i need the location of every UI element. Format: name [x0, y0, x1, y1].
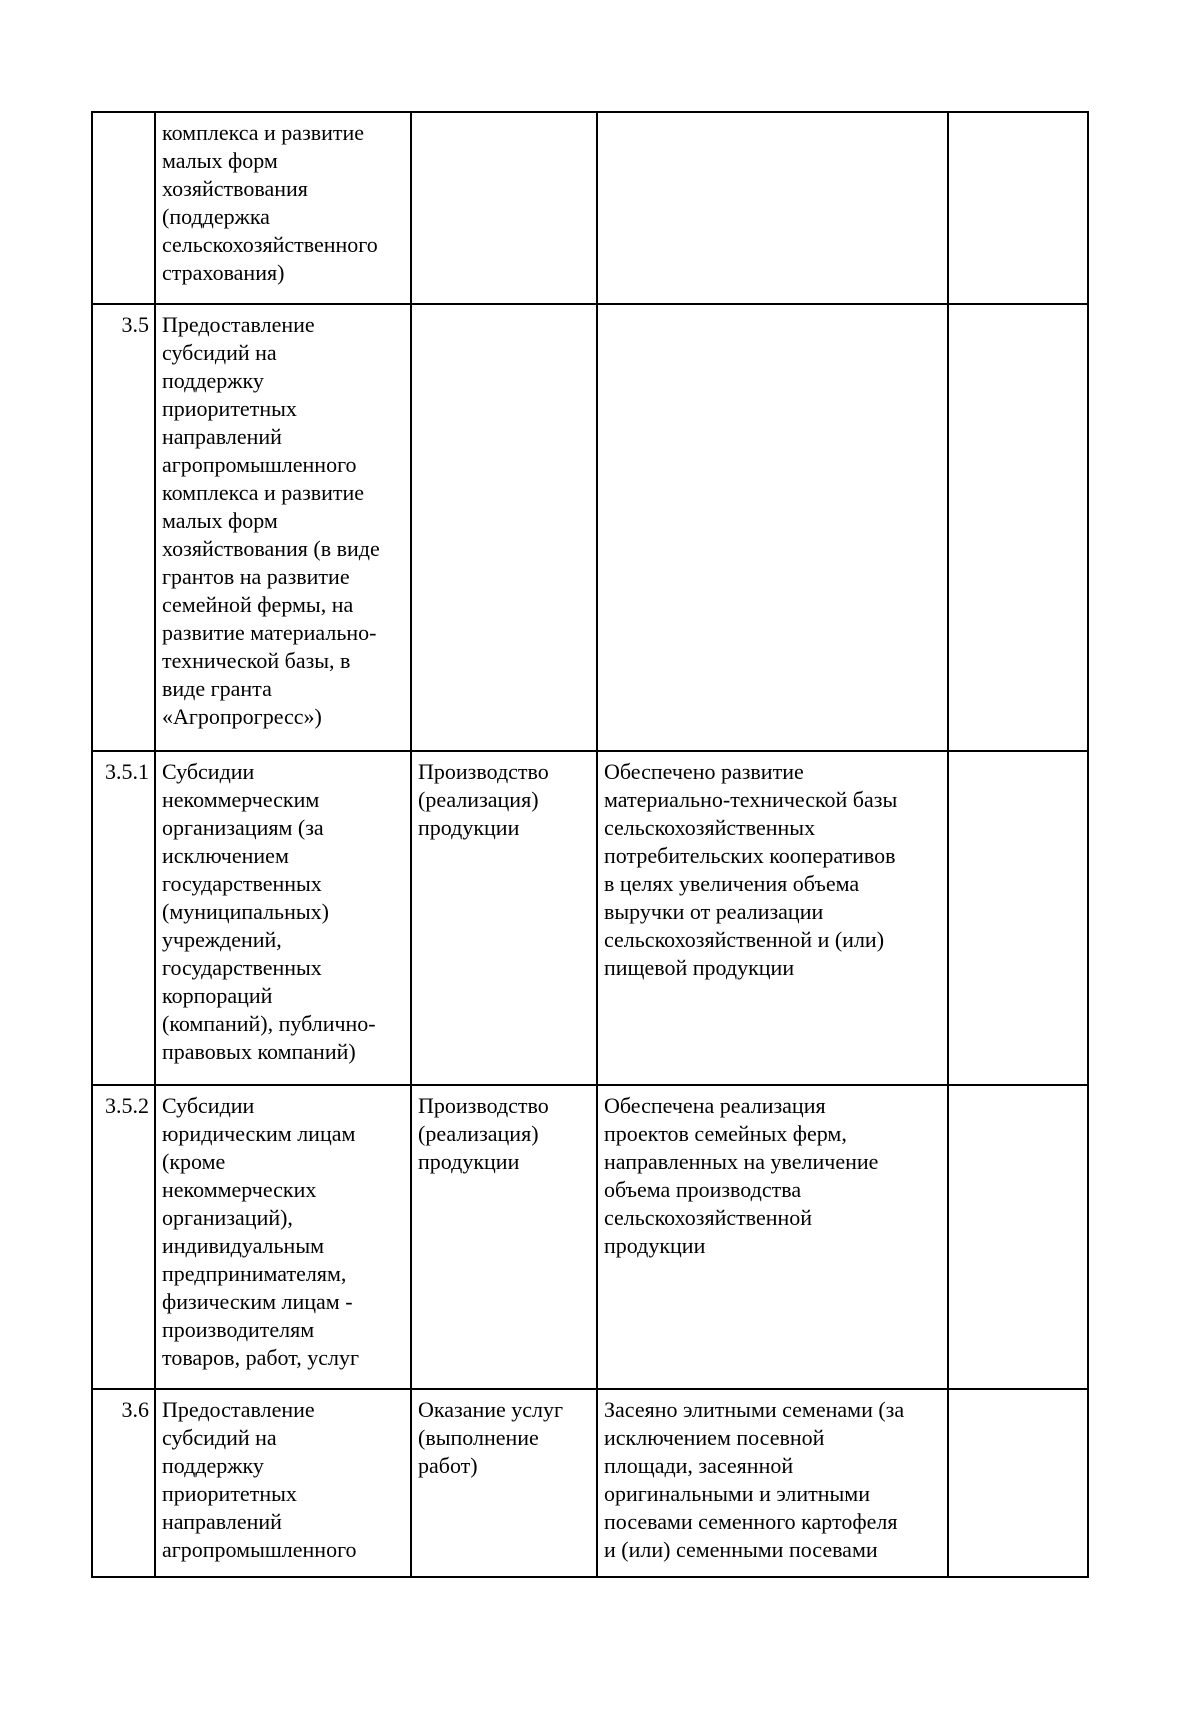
measure-type-cell: Оказание услуг (выполнение работ) [411, 1389, 597, 1577]
result-cell: Засеяно элитными семенами (за исключением посевной площади, засеянной оригинальными и элитными посевами семенного картофеля и (или) семенными посевами [597, 1389, 948, 1577]
measure-name-cell: Субсидии некоммерческим организациям (за исключением государственных (муниципальных) учреждений, государственных корпораций (компаний), публично- правовых компаний) [155, 751, 411, 1085]
result-cell: Обеспечено развитие материально-технической базы сельскохозяйственных потребительских кооперативов в целях увеличения объема выручки от реализации сельскохозяйственной и (или) пищевой продукции [597, 751, 948, 1085]
extra-cell [948, 1085, 1088, 1389]
extra-cell [948, 304, 1088, 751]
result-cell [597, 112, 948, 304]
row-number: 3.5.1 [92, 751, 155, 1085]
extra-cell [948, 112, 1088, 304]
measure-type-cell [411, 112, 597, 304]
measure-name-cell: комплекса и развитие малых форм хозяйствования (поддержка сельскохозяйственного страхования) [155, 112, 411, 304]
measure-type-cell [411, 304, 597, 751]
table-row [92, 112, 1088, 304]
extra-cell [948, 1389, 1088, 1577]
measure-name-cell: Предоставление субсидий на поддержку приоритетных направлений агропромышленного [155, 1389, 411, 1577]
row-number: 3.5.2 [92, 1085, 155, 1389]
row-number: 3.5 [92, 304, 155, 751]
row-number: 3.6 [92, 1389, 155, 1577]
table-row [92, 1389, 1088, 1577]
result-cell: Обеспечена реализация проектов семейных ферм, направленных на увеличение объема производства сельскохозяйственной продукции [597, 1085, 948, 1389]
row-number [92, 112, 155, 304]
measure-type-cell: Производство (реализация) продукции [411, 1085, 597, 1389]
table-row [92, 751, 1088, 1085]
extra-cell [948, 751, 1088, 1085]
measure-name-cell: Субсидии юридическим лицам (кроме некоммерческих организаций), индивидуальным предпринимателям, физическим лицам - производителям товаров, работ, услуг [155, 1085, 411, 1389]
table-row [92, 1085, 1088, 1389]
document-table [91, 111, 1089, 1578]
table-row [92, 304, 1088, 751]
measure-name-cell: Предоставление субсидий на поддержку приоритетных направлений агропромышленного комплекса и развитие малых форм хозяйствования (в виде грантов на развитие семейной фермы, на развитие материально- технической базы, в виде гранта «Агропрогресс») [155, 304, 411, 751]
result-cell [597, 304, 948, 751]
measure-type-cell: Производство (реализация) продукции [411, 751, 597, 1085]
